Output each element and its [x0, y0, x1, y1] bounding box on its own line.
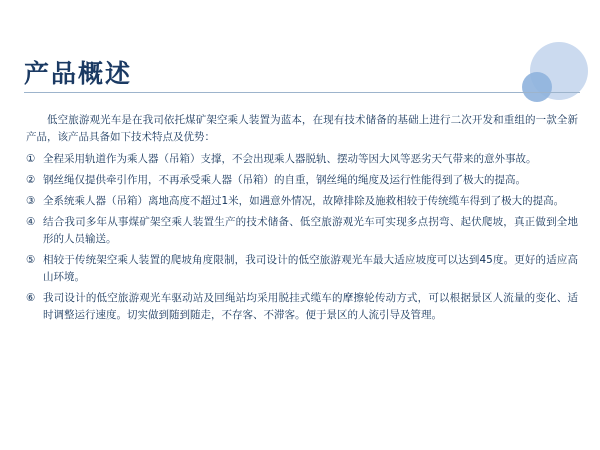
list-item-marker: ②: [26, 174, 36, 186]
list-item-marker: ⑥: [26, 292, 36, 304]
list-item: [26, 214, 578, 248]
intro-paragraph: 低空旅游观光车是在我司依托煤矿架空乘人装置为蓝本，在现有技术储备的基础上进行二次开发和重组的一款全新产品，该产品具备如下技术特点及优势：: [26, 114, 578, 143]
list-item: [26, 151, 578, 168]
list-item-text: 相较于传统架空乘人装置的爬坡角度限制，我司设计的低空旅游观光车最大适应坡度可以达到45度。更好的适应高山环境。: [43, 254, 578, 283]
list-item-marker: ③: [26, 195, 36, 207]
page-title: 产品概述: [24, 59, 133, 88]
list-item: [26, 193, 578, 210]
list-item-marker: ④: [26, 216, 36, 228]
list-item: [26, 172, 578, 189]
list-item-text: 全系统乘人器（吊箱）离地高度不超过1米，如遇意外情况，故障排除及施救相较于传统缆车得到了极大的提高。: [43, 195, 565, 207]
list-item: [26, 290, 578, 324]
list-item-text: 钢丝绳仅提供牵引作用，不再承受乘人器（吊箱）的自重，钢丝绳的绳度及运行性能得到了极大的提高。: [43, 174, 526, 186]
decorative-circle-small: [522, 72, 552, 102]
list-item-text: 结合我司多年从事煤矿架空乘人装置生产的技术储备、低空旅游观光车可实现多点拐弯、起伏爬坡，真正做到全地形的人员输送。: [43, 216, 578, 245]
list-item-text: 我司设计的低空旅游观光车驱动站及回绳站均采用脱挂式缆车的摩擦轮传动方式，可以根据景区人流量的变化、适时调整运行速度。切实做到随到随走，不存客、不滞客。便于景区的人流引导及管理。: [43, 292, 578, 321]
content-body: [26, 112, 578, 328]
list-item: [26, 252, 578, 286]
title-divider: [24, 92, 580, 93]
list-item-marker: ⑤: [26, 254, 36, 266]
list-item-text: 全程采用轨道作为乘人器（吊箱）支撑，不会出现乘人器脱轨、摆动等因大风等恶劣天气带来的意外事故。: [43, 153, 537, 165]
list-item-marker: ①: [26, 153, 36, 165]
feature-list: [26, 151, 578, 324]
